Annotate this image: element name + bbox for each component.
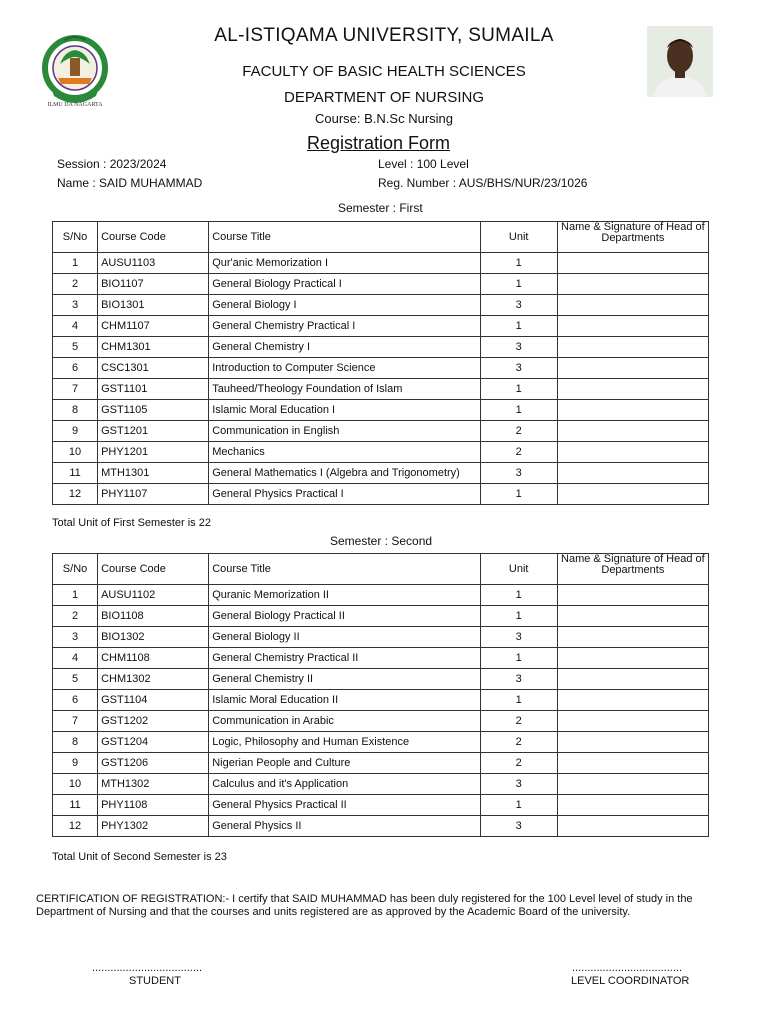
cell-course-code: GST1204 bbox=[98, 732, 209, 753]
cell-signature bbox=[557, 421, 708, 442]
table-row bbox=[53, 463, 709, 484]
cell-course-code: BIO1108 bbox=[98, 606, 209, 627]
cell-sn: 9 bbox=[53, 421, 98, 442]
cell-sn: 5 bbox=[53, 669, 98, 690]
cell-signature bbox=[557, 795, 708, 816]
cell-signature bbox=[557, 774, 708, 795]
cell-sn: 11 bbox=[53, 463, 98, 484]
coordinator-signature-line: .................................... bbox=[572, 962, 683, 974]
cell-signature bbox=[557, 295, 708, 316]
cell-course-title: General Chemistry Practical I bbox=[209, 316, 480, 337]
student-label: STUDENT bbox=[129, 975, 181, 987]
table-header-row bbox=[53, 554, 709, 585]
reg-number: Reg. Number : AUS/BHS/NUR/23/1026 bbox=[378, 176, 588, 190]
cell-signature bbox=[557, 253, 708, 274]
cell-sn: 6 bbox=[53, 358, 98, 379]
cell-course-title: Communication in Arabic bbox=[209, 711, 480, 732]
cell-signature bbox=[557, 442, 708, 463]
cell-course-code: MTH1301 bbox=[98, 463, 209, 484]
second-semester-total: Total Unit of Second Semester is 23 bbox=[52, 851, 227, 863]
col-unit: Unit bbox=[480, 222, 557, 253]
table-row bbox=[53, 774, 709, 795]
cell-signature bbox=[557, 585, 708, 606]
cell-sn: 2 bbox=[53, 274, 98, 295]
form-title: Registration Form bbox=[307, 133, 451, 153]
cell-course-title: General Chemistry Practical II bbox=[209, 648, 480, 669]
cell-signature bbox=[557, 274, 708, 295]
cell-course-title: General Chemistry I bbox=[209, 337, 480, 358]
cell-unit: 1 bbox=[480, 690, 557, 711]
cell-unit: 1 bbox=[480, 585, 557, 606]
table-row bbox=[53, 379, 709, 400]
cell-unit: 1 bbox=[480, 795, 557, 816]
cell-course-code: CHM1107 bbox=[98, 316, 209, 337]
cell-sn: 1 bbox=[53, 253, 98, 274]
cell-course-code: MTH1302 bbox=[98, 774, 209, 795]
cell-course-title: Calculus and it's Application bbox=[209, 774, 480, 795]
cell-sn: 4 bbox=[53, 316, 98, 337]
cell-course-code: BIO1302 bbox=[98, 627, 209, 648]
cell-unit: 1 bbox=[480, 274, 557, 295]
cell-unit: 3 bbox=[480, 463, 557, 484]
cell-course-title: General Chemistry II bbox=[209, 669, 480, 690]
col-signature: Name & Signature of Head of Departments bbox=[557, 222, 708, 253]
col-sn: S/No bbox=[53, 222, 98, 253]
cell-course-title: General Physics II bbox=[209, 816, 480, 837]
table-row bbox=[53, 295, 709, 316]
table-row bbox=[53, 400, 709, 421]
cell-sn: 2 bbox=[53, 606, 98, 627]
cell-signature bbox=[557, 669, 708, 690]
cell-unit: 3 bbox=[480, 774, 557, 795]
cell-unit: 1 bbox=[480, 606, 557, 627]
cell-unit: 3 bbox=[480, 816, 557, 837]
cell-signature bbox=[557, 400, 708, 421]
logo-motto: ILMU DA NAGARTA bbox=[47, 102, 103, 108]
cell-unit: 2 bbox=[480, 442, 557, 463]
cell-sn: 12 bbox=[53, 816, 98, 837]
cell-signature bbox=[557, 711, 708, 732]
table-row bbox=[53, 337, 709, 358]
cell-course-title: Nigerian People and Culture bbox=[209, 753, 480, 774]
table-row bbox=[53, 253, 709, 274]
cell-course-code: GST1202 bbox=[98, 711, 209, 732]
col-title: Course Title bbox=[209, 554, 480, 585]
cell-signature bbox=[557, 484, 708, 505]
first-semester-title: Semester : First bbox=[338, 201, 423, 215]
cell-signature bbox=[557, 358, 708, 379]
cell-course-code: CHM1302 bbox=[98, 669, 209, 690]
cell-unit: 2 bbox=[480, 732, 557, 753]
cell-course-code: GST1201 bbox=[98, 421, 209, 442]
cell-unit: 2 bbox=[480, 711, 557, 732]
col-unit: Unit bbox=[480, 554, 557, 585]
cell-signature bbox=[557, 690, 708, 711]
cell-course-title: General Physics Practical I bbox=[209, 484, 480, 505]
cell-signature bbox=[557, 379, 708, 400]
cell-sn: 12 bbox=[53, 484, 98, 505]
cell-course-title: General Mathematics I (Algebra and Trigonometry) bbox=[209, 463, 480, 484]
cell-unit: 3 bbox=[480, 669, 557, 690]
table-row bbox=[53, 421, 709, 442]
cell-course-title: Quranic Memorization II bbox=[209, 585, 480, 606]
table-row bbox=[53, 606, 709, 627]
cell-course-title: General Biology Practical II bbox=[209, 606, 480, 627]
cell-unit: 3 bbox=[480, 295, 557, 316]
cell-unit: 1 bbox=[480, 379, 557, 400]
col-code: Course Code bbox=[98, 554, 209, 585]
coordinator-label: LEVEL COORDINATOR bbox=[571, 975, 690, 987]
cell-course-title: Qur'anic Memorization I bbox=[209, 253, 480, 274]
cell-course-code: PHY1201 bbox=[98, 442, 209, 463]
cell-sn: 3 bbox=[53, 295, 98, 316]
table-header-row bbox=[53, 222, 709, 253]
cell-course-code: GST1104 bbox=[98, 690, 209, 711]
cell-sn: 8 bbox=[53, 400, 98, 421]
cell-unit: 3 bbox=[480, 627, 557, 648]
col-title: Course Title bbox=[209, 222, 480, 253]
cell-course-title: Introduction to Computer Science bbox=[209, 358, 480, 379]
cell-unit: 3 bbox=[480, 358, 557, 379]
cell-unit: 2 bbox=[480, 421, 557, 442]
col-sn: S/No bbox=[53, 554, 98, 585]
student-signature-line: .................................... bbox=[92, 962, 203, 974]
cell-unit: 1 bbox=[480, 648, 557, 669]
cell-signature bbox=[557, 732, 708, 753]
course-name: Course: B.N.Sc Nursing bbox=[315, 111, 453, 126]
table-row bbox=[53, 358, 709, 379]
table-row bbox=[53, 274, 709, 295]
cell-signature bbox=[557, 463, 708, 484]
cell-course-code: PHY1107 bbox=[98, 484, 209, 505]
first-semester-total: Total Unit of First Semester is 22 bbox=[52, 517, 211, 529]
session: Session : 2023/2024 bbox=[57, 157, 167, 171]
certification-text: CERTIFICATION OF REGISTRATION:- I certify that SAID MUHAMMAD has been duly registered for the 100 Level level of study in the Department of Nursing and that the courses and units registered are as approved by the Academic Board of the university. bbox=[36, 893, 693, 918]
table-row bbox=[53, 732, 709, 753]
cell-course-title: Islamic Moral Education I bbox=[209, 400, 480, 421]
student-name: Name : SAID MUHAMMAD bbox=[57, 176, 203, 190]
cell-signature bbox=[557, 316, 708, 337]
table-row bbox=[53, 627, 709, 648]
cell-signature bbox=[557, 606, 708, 627]
cell-sn: 10 bbox=[53, 442, 98, 463]
cell-sn: 9 bbox=[53, 753, 98, 774]
cell-course-title: General Biology II bbox=[209, 627, 480, 648]
cell-unit: 3 bbox=[480, 337, 557, 358]
cell-sn: 3 bbox=[53, 627, 98, 648]
first-semester-table bbox=[52, 221, 709, 505]
table-row bbox=[53, 690, 709, 711]
cell-course-code: CSC1301 bbox=[98, 358, 209, 379]
cell-course-code: GST1101 bbox=[98, 379, 209, 400]
department-name: DEPARTMENT OF NURSING bbox=[283, 89, 485, 106]
cell-unit: 1 bbox=[480, 253, 557, 274]
cell-course-code: GST1206 bbox=[98, 753, 209, 774]
cell-signature bbox=[557, 753, 708, 774]
cell-unit: 2 bbox=[480, 753, 557, 774]
cell-course-code: GST1105 bbox=[98, 400, 209, 421]
cell-course-title: Communication in English bbox=[209, 421, 480, 442]
table-row bbox=[53, 316, 709, 337]
table-row bbox=[53, 816, 709, 837]
cell-course-code: AUSU1103 bbox=[98, 253, 209, 274]
cell-sn: 4 bbox=[53, 648, 98, 669]
cell-course-title: Logic, Philosophy and Human Existence bbox=[209, 732, 480, 753]
cell-course-title: General Biology Practical I bbox=[209, 274, 480, 295]
cell-sn: 6 bbox=[53, 690, 98, 711]
cell-course-title: General Physics Practical II bbox=[209, 795, 480, 816]
cell-sn: 5 bbox=[53, 337, 98, 358]
table-row bbox=[53, 753, 709, 774]
cell-course-code: BIO1301 bbox=[98, 295, 209, 316]
cell-course-code: CHM1108 bbox=[98, 648, 209, 669]
table-row bbox=[53, 442, 709, 463]
cell-course-code: AUSU1102 bbox=[98, 585, 209, 606]
cell-sn: 1 bbox=[53, 585, 98, 606]
cell-signature bbox=[557, 648, 708, 669]
cell-sn: 8 bbox=[53, 732, 98, 753]
cell-course-title: General Biology I bbox=[209, 295, 480, 316]
col-code: Course Code bbox=[98, 222, 209, 253]
cell-course-code: PHY1108 bbox=[98, 795, 209, 816]
table-row bbox=[53, 669, 709, 690]
cell-course-title: Islamic Moral Education II bbox=[209, 690, 480, 711]
col-signature: Name & Signature of Head of Departments bbox=[557, 554, 708, 585]
cell-unit: 1 bbox=[480, 484, 557, 505]
cell-sn: 7 bbox=[53, 711, 98, 732]
cell-sn: 7 bbox=[53, 379, 98, 400]
cell-course-title: Mechanics bbox=[209, 442, 480, 463]
cell-course-title: Tauheed/Theology Foundation of Islam bbox=[209, 379, 480, 400]
table-row bbox=[53, 484, 709, 505]
cell-sn: 11 bbox=[53, 795, 98, 816]
cell-unit: 1 bbox=[480, 400, 557, 421]
cell-signature bbox=[557, 816, 708, 837]
cell-course-code: PHY1302 bbox=[98, 816, 209, 837]
faculty-name: FACULTY OF BASIC HEALTH SCIENCES bbox=[242, 63, 526, 80]
university-name: AL-ISTIQAMA UNIVERSITY, SUMAILA bbox=[214, 25, 554, 46]
cell-course-code: CHM1301 bbox=[98, 337, 209, 358]
cell-unit: 1 bbox=[480, 316, 557, 337]
cell-signature bbox=[557, 337, 708, 358]
table-row bbox=[53, 648, 709, 669]
cell-course-code: BIO1107 bbox=[98, 274, 209, 295]
table-row bbox=[53, 795, 709, 816]
table-row bbox=[53, 585, 709, 606]
second-semester-title: Semester : Second bbox=[330, 534, 433, 548]
second-semester-table bbox=[52, 553, 709, 837]
cell-signature bbox=[557, 627, 708, 648]
cell-sn: 10 bbox=[53, 774, 98, 795]
table-row bbox=[53, 711, 709, 732]
level: Level : 100 Level bbox=[378, 157, 469, 171]
